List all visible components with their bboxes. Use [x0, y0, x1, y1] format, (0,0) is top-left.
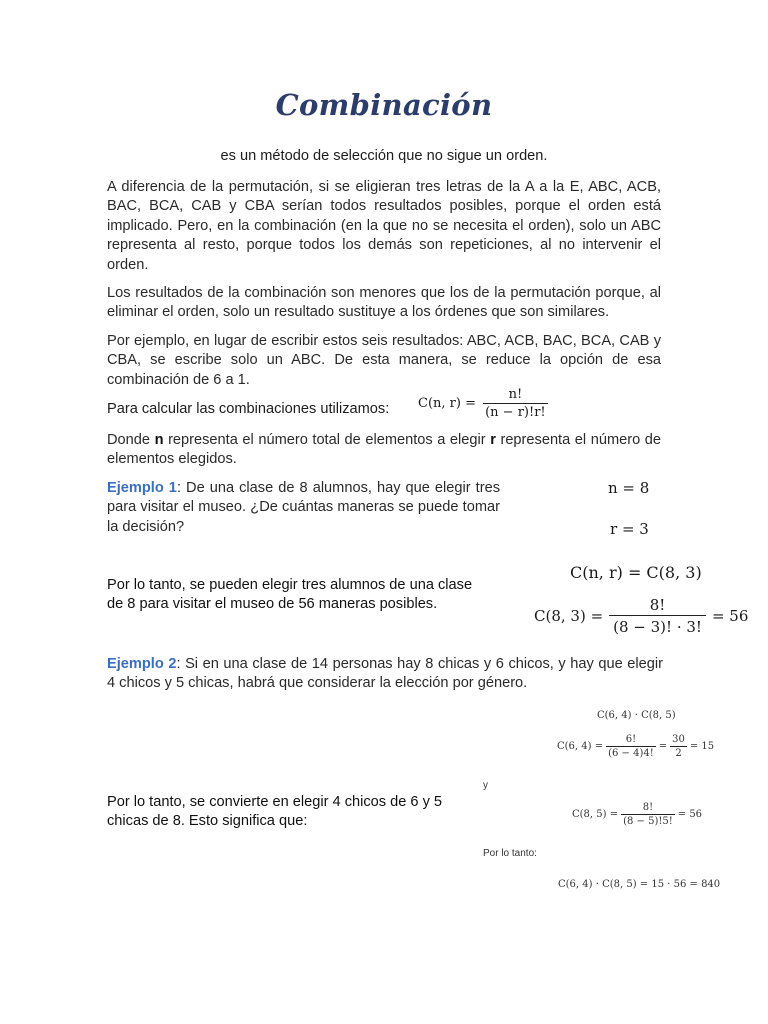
- example-2-statement: [107, 655, 663, 694]
- example-1-eq2-fraction: [609, 596, 706, 636]
- example-1-eq2-numerator: 8!: [649, 596, 666, 614]
- example-2-equation-b: [572, 802, 702, 827]
- paragraph-variables: [107, 431, 661, 470]
- example-2-eqa-lhs: C(6, 4) =: [557, 741, 604, 752]
- example-1-equation-1: C(n, r) = C(8, 3): [570, 563, 702, 582]
- paragraph-permutation-difference: A diferencia de la permutación, si se eligieran tres letras de la A a la E, ABC, ACB, BAC, BCA, CAB y CBA serían todos resultados posibles, porque el orden está implicado. Pero, en la combinación (en la que no se necesita el orden), solo un ABC representa al resto, porque todos los demás son repeticiones, al no intervenir el orden.: [107, 179, 661, 273]
- example-1-eq2-lhs: C(8, 3) =: [534, 607, 604, 625]
- example-1-eq2-denominator: (8 − 3)! · 3!: [609, 615, 706, 636]
- formula-lhs: C(n, r) =: [418, 396, 476, 411]
- variable-n: n: [154, 432, 164, 448]
- example-1-statement: [107, 479, 500, 537]
- example-2-eqa-denominator: (6 − 4)4!: [608, 748, 654, 759]
- page-title: Combinación: [275, 88, 493, 122]
- example-2-eqa-fraction-2: [670, 734, 687, 759]
- example-2-product: C(6, 4) · C(8, 5): [597, 710, 676, 721]
- example-1-eq2-rhs: = 56: [711, 607, 749, 625]
- example-1-equation-2: [534, 596, 748, 636]
- variables-text-pre: Donde: [107, 432, 155, 448]
- variables-text-post: representa el número de elementos elegidos.: [107, 432, 662, 468]
- subtitle: es un método de selección que no sigue un orden.: [220, 148, 548, 164]
- example-2-eqb-denominator: (8 − 5)!5!: [623, 816, 673, 827]
- example-2-eqa-numerator-2: 30: [672, 734, 685, 745]
- example-2-and: y: [483, 780, 488, 791]
- example-1-r-value: r = 3: [610, 520, 649, 538]
- example-1-n-value: n = 8: [608, 479, 650, 497]
- example-2-text: : Si en una clase de 14 personas hay 8 chicas y 6 chicos, y hay que elegir 4 chicos y 5 chicas, habrá que considerar la elección por género.: [107, 656, 663, 692]
- example-2-por-lo-tanto: Por lo tanto:: [483, 848, 537, 859]
- example-1-label: Ejemplo 1: [107, 480, 177, 496]
- example-2-eqb-lhs: C(8, 5) =: [572, 809, 619, 820]
- variable-r: r: [490, 432, 496, 448]
- formula-fraction: [483, 387, 548, 420]
- example-2-eqb-numerator: 8!: [642, 802, 654, 813]
- paragraph-formula-intro: Para calcular las combinaciones utilizamos:: [107, 401, 390, 417]
- example-2-eqa-numerator: 6!: [625, 734, 637, 745]
- example-2-eqa-mid: =: [658, 741, 668, 752]
- example-2-conclusion: Por lo tanto, se convierte en elegir 4 chicos de 6 y 5 chicas de 8. Esto significa que:: [107, 794, 443, 830]
- example-2-eqb-rhs: = 56: [677, 809, 703, 820]
- example-2-equation-a: [557, 734, 714, 759]
- example-2-eqa-rhs: = 15: [689, 741, 715, 752]
- example-2-eqb-fraction: [621, 802, 675, 827]
- variables-text-mid: representa el número total de elementos a elegir: [163, 432, 491, 448]
- combination-formula: [418, 387, 551, 420]
- example-2-eqa-denominator-2: 2: [670, 746, 687, 759]
- example-2-final-result: C(6, 4) · C(8, 5) = 15 · 56 = 840: [558, 879, 721, 890]
- formula-denominator: (n − r)!r!: [485, 405, 546, 420]
- paragraph-results-smaller: Los resultados de la combinación son menores que los de la permutación porque, al eliminar el orden, solo un resultado sustituye a los órdenes que son similares.: [107, 285, 661, 321]
- example-2-label: Ejemplo 2: [107, 656, 177, 672]
- example-2-eqa-fraction: [606, 734, 656, 759]
- example-1-text: : De una clase de 8 alumnos, hay que elegir tres para visitar el museo. ¿De cuántas maneras se puede tomar la decisión?: [107, 480, 501, 535]
- formula-numerator: n!: [508, 387, 523, 402]
- example-1-conclusion: Por lo tanto, se pueden elegir tres alumnos de una clase de 8 para visitar el museo de 56 maneras posibles.: [107, 577, 473, 613]
- paragraph-example-abc: Por ejemplo, en lugar de escribir estos seis resultados: ABC, ACB, BAC, BCA, CAB y CBA, se escribe solo un ABC. De esta manera, se reduce la opción de esa combinación de 6 a 1.: [107, 333, 661, 388]
